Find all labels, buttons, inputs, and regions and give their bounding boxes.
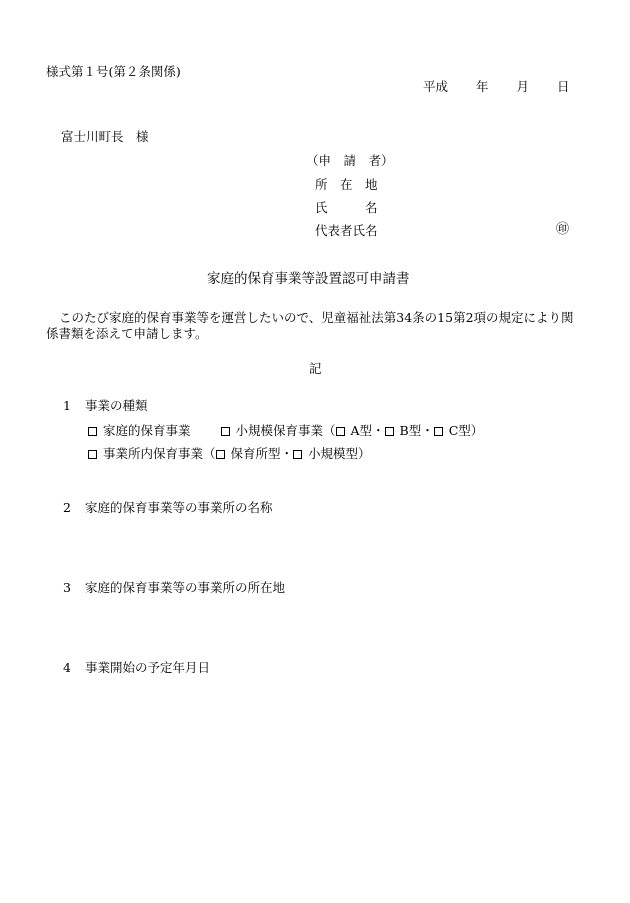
- section-label: 事業開始の予定年月日: [84, 660, 210, 675]
- seal-mark: ㊞: [556, 222, 570, 237]
- option-row-1: [88, 423, 483, 438]
- ki-label: 記: [309, 361, 322, 376]
- option-shokibo-label: 小規模保育事業（: [235, 423, 336, 438]
- option-hoikusho-label: 保育所型・: [230, 446, 294, 461]
- option-type-b-label: B型・: [399, 423, 434, 438]
- applicant-heading: （申 請 者）: [306, 153, 394, 168]
- option-jigyosho-label: 事業所内保育事業（: [103, 446, 216, 461]
- checkbox-type-b[interactable]: [385, 423, 400, 438]
- checkbox-type-c[interactable]: [434, 423, 449, 438]
- section-number: 4: [63, 660, 71, 675]
- applicant-rep-label: 代表者氏名: [315, 223, 378, 238]
- checkbox-jigyosho[interactable]: [88, 446, 103, 461]
- section-number: 2: [63, 500, 71, 515]
- section-label: 事業の種類: [84, 398, 148, 413]
- document-title: 家庭的保育事業等設置認可申請書: [207, 271, 410, 287]
- option-type-a-label: A型・: [350, 423, 385, 438]
- option-row-2: [88, 446, 371, 461]
- checkbox-shokibo-type[interactable]: [293, 446, 308, 461]
- date-era: 平成: [423, 79, 449, 94]
- section-number: 1: [63, 398, 71, 413]
- section-number: 3: [63, 580, 71, 595]
- section-1: [63, 398, 147, 413]
- date-year: 年: [476, 79, 489, 94]
- applicant-name-label: 氏 名: [315, 200, 378, 215]
- section-label: 家庭的保育事業等の事業所の名称: [84, 500, 273, 515]
- option-katei-label: 家庭的保育事業: [103, 423, 191, 438]
- section-3: [63, 580, 285, 595]
- form-number: 様式第１号(第２条関係): [46, 64, 181, 79]
- section-2: [63, 500, 272, 515]
- section-4: [63, 660, 210, 675]
- date-line: [423, 79, 570, 94]
- checkbox-katei[interactable]: [88, 423, 103, 438]
- date-month: 月: [516, 79, 530, 94]
- addressee: 富士川町長 様: [61, 129, 149, 144]
- body-text: このたび家庭的保育事業等を運営したいので、児童福祉法第34条の15第2項の規定により関係書類を添えて申請します。: [46, 310, 574, 341]
- applicant-address-label: 所 在 地: [315, 177, 378, 192]
- checkbox-type-a[interactable]: [336, 423, 351, 438]
- option-type-c-label: C型）: [448, 423, 484, 438]
- section-label: 家庭的保育事業等の事業所の所在地: [84, 580, 285, 595]
- checkbox-hoikusho[interactable]: [216, 446, 231, 461]
- date-day: 日: [557, 79, 570, 94]
- checkbox-shokibo[interactable]: [221, 423, 236, 438]
- option-shokibo-type-label: 小規模型）: [308, 446, 371, 461]
